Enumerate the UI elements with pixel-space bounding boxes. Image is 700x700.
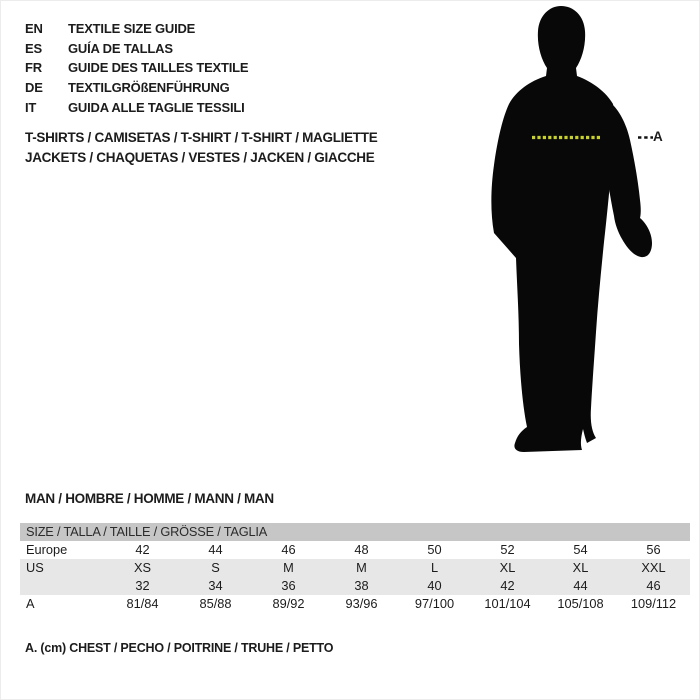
man-silhouette-figure	[485, 0, 660, 456]
size-cell: S	[211, 560, 220, 575]
size-cell: 89/92	[272, 596, 305, 611]
section-title-man: MAN / HOMBRE / HOMME / MANN / MAN	[25, 491, 274, 506]
size-cell: 54	[573, 542, 588, 557]
language-code: ES	[25, 40, 42, 56]
size-cell: 34	[208, 578, 223, 593]
size-cell: 52	[500, 542, 515, 557]
measure-label-a: A	[653, 129, 663, 144]
table-row-europe	[20, 541, 690, 559]
size-cell: 42	[500, 578, 515, 593]
language-row-en	[25, 19, 248, 39]
size-cell: 48	[354, 542, 369, 557]
size-cell: 44	[208, 542, 223, 557]
language-text: GUIDE DES TAILLES TEXTILE	[68, 60, 249, 76]
size-cell: M	[356, 560, 367, 575]
size-cell: 85/88	[199, 596, 232, 611]
size-cell: 97/100	[414, 596, 455, 611]
row-label: Europe	[26, 542, 68, 557]
table-row-chest	[20, 595, 690, 613]
measurement-footnote: A. (cm) CHEST / PECHO / POITRINE / TRUHE / PETTO	[25, 641, 334, 655]
language-row-it	[25, 98, 248, 118]
size-cell: 40	[427, 578, 442, 593]
size-table-header: SIZE / TALLA / TAILLE / GRÖSSE / TAGLIA	[20, 523, 690, 541]
size-cell: 36	[281, 578, 296, 593]
language-code: EN	[25, 21, 43, 36]
size-cell: 46	[646, 578, 661, 593]
language-list	[25, 19, 248, 118]
table-row-us	[20, 559, 690, 577]
language-text: TEXTILE SIZE GUIDE	[68, 21, 196, 36]
man-silhouette-svg	[485, 0, 660, 456]
size-cell: 101/104	[484, 596, 531, 611]
category-jackets: JACKETS / CHAQUETAS / VESTES / JACKEN / GIACCHE	[25, 149, 375, 165]
size-cell: 32	[135, 578, 150, 593]
category-list	[25, 128, 377, 167]
row-label: A	[26, 596, 35, 611]
row-label	[20, 577, 106, 595]
size-table	[20, 523, 690, 613]
language-row-fr	[25, 58, 248, 78]
size-cell: 109/112	[630, 596, 677, 611]
size-cell: 56	[646, 542, 661, 557]
size-cell: 50	[427, 542, 442, 557]
language-code: DE	[25, 80, 43, 96]
size-cell: 46	[281, 542, 296, 557]
row-label: US	[26, 560, 44, 575]
size-cell: 42	[135, 542, 150, 557]
size-cell: XL	[572, 560, 589, 575]
language-row-es	[25, 39, 248, 59]
size-cell: XXL	[641, 560, 666, 575]
language-text: TEXTILGRÖßENFÜHRUNG	[68, 80, 230, 96]
language-text: GUÍA DE TALLAS	[68, 40, 173, 56]
language-code: FR	[25, 60, 42, 76]
size-cell: 38	[354, 578, 369, 593]
silhouette-right-arm	[603, 98, 653, 257]
table-row-us-numeric	[20, 577, 690, 595]
size-cell: 81/84	[126, 596, 159, 611]
category-tshirts: T-SHIRTS / CAMISETAS / T-SHIRT / T-SHIRT / MAGLIETTE	[25, 130, 378, 145]
size-cell: 105/108	[557, 596, 604, 611]
language-code: IT	[25, 99, 37, 115]
size-cell: 44	[573, 578, 588, 593]
language-row-de	[25, 78, 248, 98]
size-cell: XS	[133, 560, 152, 575]
size-cell: 93/96	[345, 596, 378, 611]
silhouette-body	[491, 6, 614, 452]
size-cell: XL	[499, 560, 516, 575]
size-cell: M	[283, 560, 294, 575]
size-cell: L	[430, 560, 439, 575]
language-text: GUIDA ALLE TAGLIE TESSILI	[68, 99, 245, 115]
